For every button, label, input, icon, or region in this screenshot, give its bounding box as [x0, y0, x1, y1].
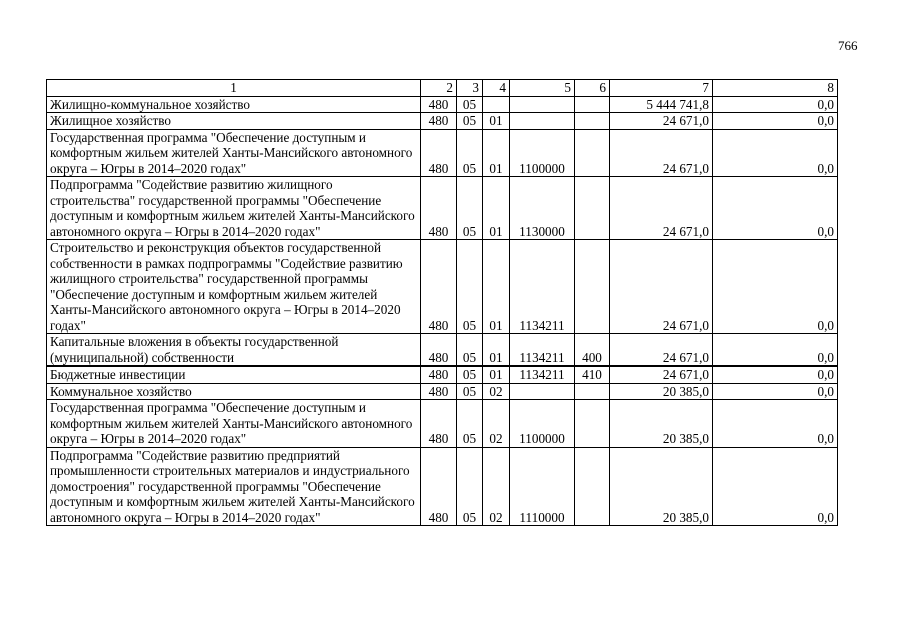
target-article-cell: 1130000	[510, 177, 575, 240]
table-row	[47, 96, 838, 113]
table-row	[47, 383, 838, 400]
expense-type-cell	[575, 113, 610, 130]
table-row	[47, 366, 838, 383]
row-name-cell: Коммунальное хозяйство	[47, 383, 421, 400]
amount-cell: 20 385,0	[610, 400, 713, 448]
amount-cell: 24 671,0	[610, 334, 713, 367]
table-row	[47, 129, 838, 177]
header-cell: 6	[575, 80, 610, 97]
amount-cell: 20 385,0	[610, 383, 713, 400]
table-row	[47, 334, 838, 367]
subsection-code-cell: 02	[483, 400, 510, 448]
subsection-code-cell: 01	[483, 334, 510, 367]
amount-cell: 5 444 741,8	[610, 96, 713, 113]
expense-type-cell: 410	[575, 366, 610, 383]
expense-type-cell	[575, 400, 610, 448]
row-name-cell: Строительство и реконструкция объектов государственной собственности в рамках подпрограммы "Содействие развитию жилищного строительства" государственной программы "Обеспечение доступным и комфортным жильем жителей Ханты-Мансийского автономного округа – Югры в 2014–2020 годах"	[47, 240, 421, 334]
subsection-code-cell: 01	[483, 113, 510, 130]
row-name-cell: Подпрограмма "Содействие развитию предприятий промышленности строительных материалов и индустриального домостроения" государственной программы "Обеспечение доступным и комфортным жильем жителей Ханты-Мансийского автономного округа – Югры в 2014–2020 годах"	[47, 447, 421, 526]
section-code-cell: 05	[457, 240, 483, 334]
row-name-cell: Государственная программа "Обеспечение доступным и комфортным жильем жителей Ханты-Мансийского автономного округа – Югры в 2014–2020 годах"	[47, 400, 421, 448]
row-name-cell: Капитальные вложения в объекты государственной (муниципальной) собственности	[47, 334, 421, 367]
header-cell: 2	[421, 80, 457, 97]
subsection-code-cell: 02	[483, 383, 510, 400]
amount-cell: 20 385,0	[610, 447, 713, 526]
section-code-cell: 05	[457, 366, 483, 383]
admin-code-cell: 480	[421, 113, 457, 130]
amount-cell: 24 671,0	[610, 129, 713, 177]
section-code-cell: 05	[457, 96, 483, 113]
amount-cell: 24 671,0	[610, 366, 713, 383]
header-cell: 5	[510, 80, 575, 97]
subsection-code-cell: 01	[483, 240, 510, 334]
section-code-cell: 05	[457, 447, 483, 526]
page-number: 766	[838, 38, 858, 53]
target-article-cell	[510, 113, 575, 130]
table-header-row	[47, 80, 838, 97]
target-article-cell: 1110000	[510, 447, 575, 526]
admin-code-cell: 480	[421, 366, 457, 383]
header-cell: 4	[483, 80, 510, 97]
target-article-cell	[510, 383, 575, 400]
row-name-cell: Подпрограмма "Содействие развитию жилищного строительства" государственной программы "Обеспечение доступным и комфортным жильем жителей Ханты-Мансийского автономного округа – Югры в 2014–2020 годах"	[47, 177, 421, 240]
amount-2-cell: 0,0	[713, 400, 838, 448]
expense-type-cell	[575, 447, 610, 526]
amount-cell: 24 671,0	[610, 113, 713, 130]
subsection-code-cell: 02	[483, 447, 510, 526]
amount-2-cell: 0,0	[713, 96, 838, 113]
admin-code-cell: 480	[421, 334, 457, 367]
admin-code-cell: 480	[421, 129, 457, 177]
section-code-cell: 05	[457, 113, 483, 130]
target-article-cell: 1134211	[510, 334, 575, 367]
expense-type-cell	[575, 129, 610, 177]
target-article-cell: 1134211	[510, 240, 575, 334]
admin-code-cell: 480	[421, 240, 457, 334]
amount-cell: 24 671,0	[610, 240, 713, 334]
subsection-code-cell	[483, 96, 510, 113]
table-row	[47, 447, 838, 526]
row-name-cell: Бюджетные инвестиции	[47, 366, 421, 383]
table-row	[47, 113, 838, 130]
row-name-cell: Государственная программа "Обеспечение доступным и комфортным жильем жителей Ханты-Мансийского автономного округа – Югры в 2014–2020 годах"	[47, 129, 421, 177]
expense-type-cell: 400	[575, 334, 610, 367]
expense-type-cell	[575, 96, 610, 113]
expense-type-cell	[575, 240, 610, 334]
section-code-cell: 05	[457, 334, 483, 367]
table-row	[47, 400, 838, 448]
row-name-cell: Жилищное хозяйство	[47, 113, 421, 130]
admin-code-cell: 480	[421, 400, 457, 448]
table-row	[47, 240, 838, 334]
amount-2-cell: 0,0	[713, 447, 838, 526]
expense-type-cell	[575, 177, 610, 240]
header-cell: 1	[47, 80, 421, 97]
admin-code-cell: 480	[421, 177, 457, 240]
subsection-code-cell: 01	[483, 366, 510, 383]
admin-code-cell: 480	[421, 383, 457, 400]
header-cell: 3	[457, 80, 483, 97]
admin-code-cell: 480	[421, 96, 457, 113]
subsection-code-cell: 01	[483, 129, 510, 177]
target-article-cell: 1134211	[510, 366, 575, 383]
budget-table	[46, 79, 838, 526]
header-cell: 8	[713, 80, 838, 97]
section-code-cell: 05	[457, 129, 483, 177]
header-cell: 7	[610, 80, 713, 97]
amount-2-cell: 0,0	[713, 383, 838, 400]
row-name-cell: Жилищно-коммунальное хозяйство	[47, 96, 421, 113]
target-article-cell: 1100000	[510, 400, 575, 448]
target-article-cell: 1100000	[510, 129, 575, 177]
amount-2-cell: 0,0	[713, 113, 838, 130]
amount-cell: 24 671,0	[610, 177, 713, 240]
section-code-cell: 05	[457, 400, 483, 448]
expense-type-cell	[575, 383, 610, 400]
amount-2-cell: 0,0	[713, 366, 838, 383]
target-article-cell	[510, 96, 575, 113]
table-row	[47, 177, 838, 240]
section-code-cell: 05	[457, 383, 483, 400]
section-code-cell: 05	[457, 177, 483, 240]
admin-code-cell: 480	[421, 447, 457, 526]
amount-2-cell: 0,0	[713, 129, 838, 177]
amount-2-cell: 0,0	[713, 177, 838, 240]
subsection-code-cell: 01	[483, 177, 510, 240]
amount-2-cell: 0,0	[713, 334, 838, 367]
amount-2-cell: 0,0	[713, 240, 838, 334]
